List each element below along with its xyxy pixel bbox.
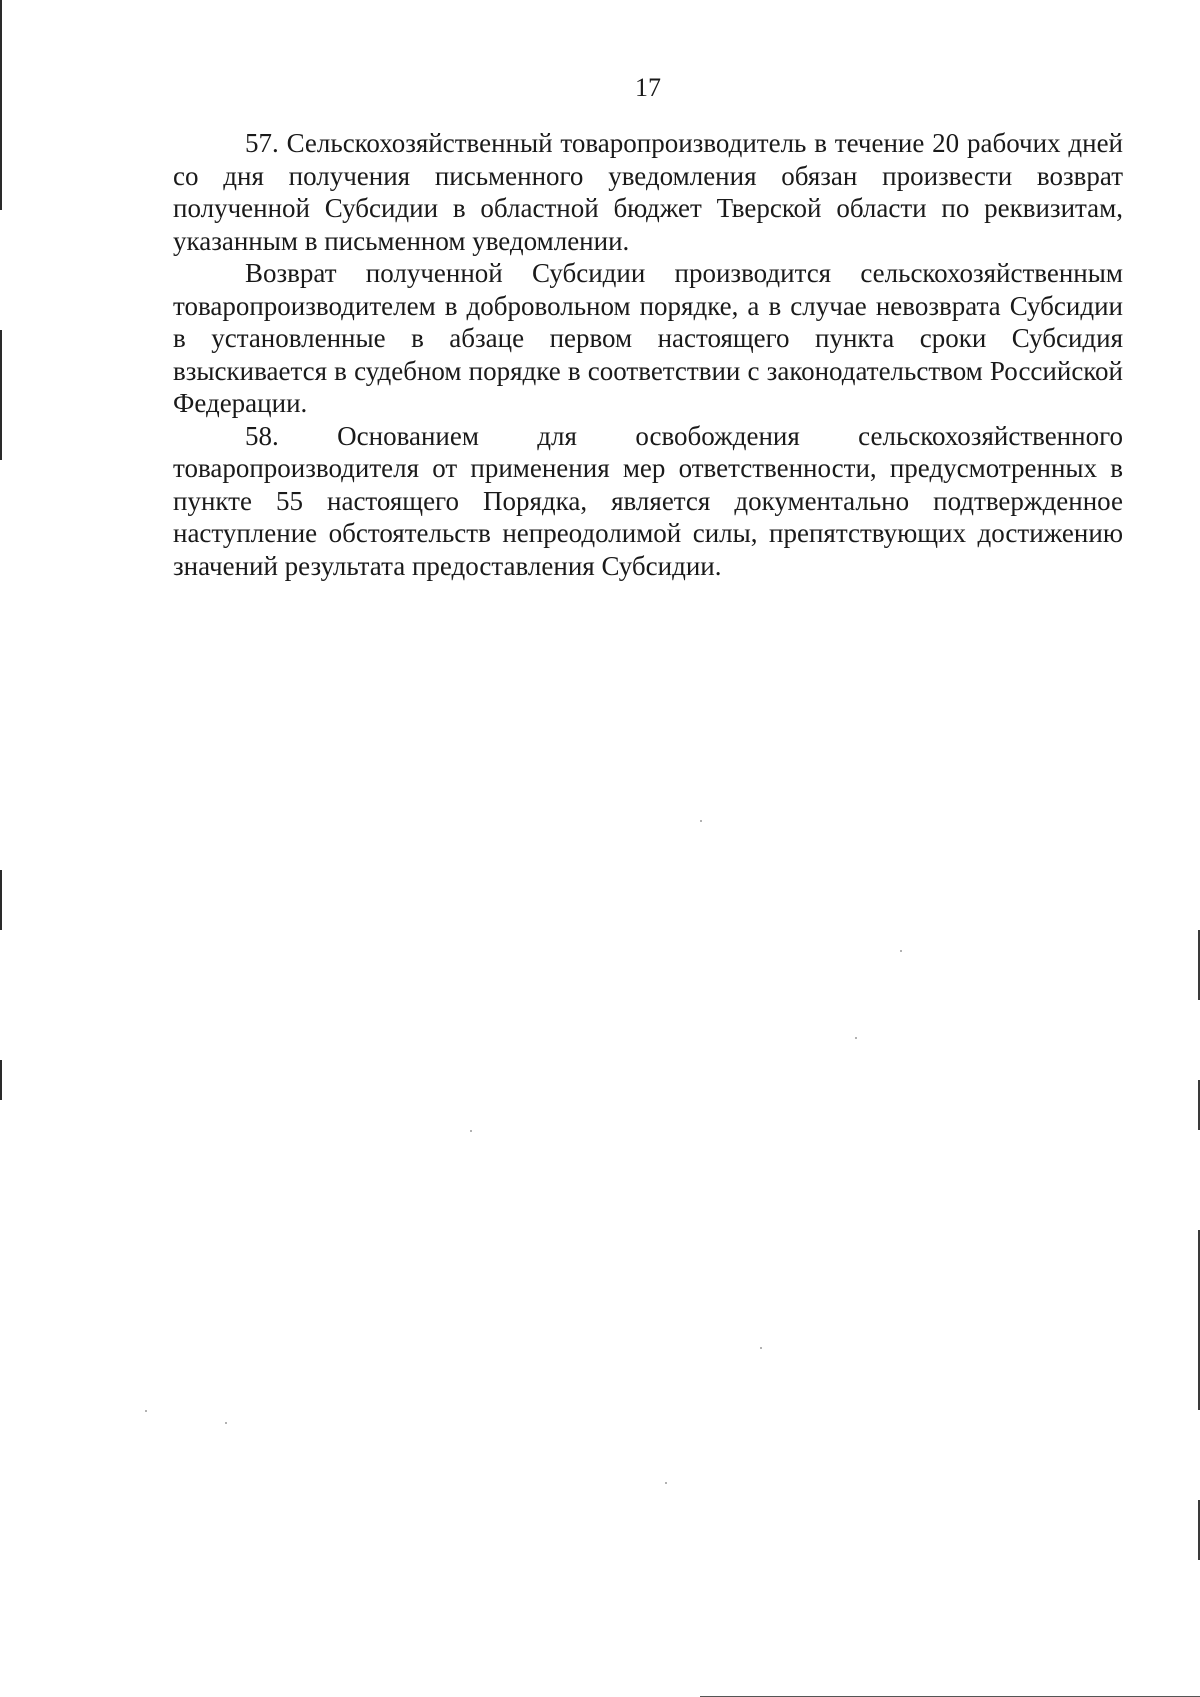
page-number: 17 — [635, 73, 661, 102]
scan-speck — [700, 820, 702, 822]
scan-speck — [470, 1130, 472, 1132]
paragraph-58: 58. Основанием для освобождения сельскохозяйственного товаропроизводителя от применения мер ответственности, предусмотренных в пункте 55 настоящего Порядка, является документально подтвержденное наступление обстоятельств непреодолимой силы, препятствующих достижению значений результата предоставления Субсидии. — [173, 420, 1123, 581]
scan-edge-mark — [0, 870, 2, 930]
scan-speck — [760, 1347, 762, 1349]
scan-speck — [665, 1482, 667, 1484]
paragraph-57-return: Возврат полученной Субсидии производится сельскохозяйственным товаропроизводителем в добровольном порядке, а в случае невозврата Субсидии в установленные в абзаце первом настоящего пункта сроки Субсидия взыскивается в судебном порядке в соответствии с законодательством Российской Федерации. — [173, 258, 1123, 418]
scan-edge-mark — [0, 330, 2, 460]
scan-speck — [855, 1037, 857, 1039]
scan-speck — [225, 1422, 227, 1424]
scan-edge-mark — [0, 0, 2, 210]
scan-speck — [145, 1410, 147, 1412]
scan-edge-mark — [0, 1060, 2, 1100]
document-body — [173, 127, 1123, 582]
scan-speck — [900, 950, 902, 952]
paragraph-57: 57. Сельскохозяйственный товаропроизводитель в течение 20 рабочих дней со дня получения письменного уведомления обязан произвести возврат полученной Субсидии в областной бюджет Тверской области по реквизитам, указанным в письменном уведомлении. — [173, 128, 1123, 256]
